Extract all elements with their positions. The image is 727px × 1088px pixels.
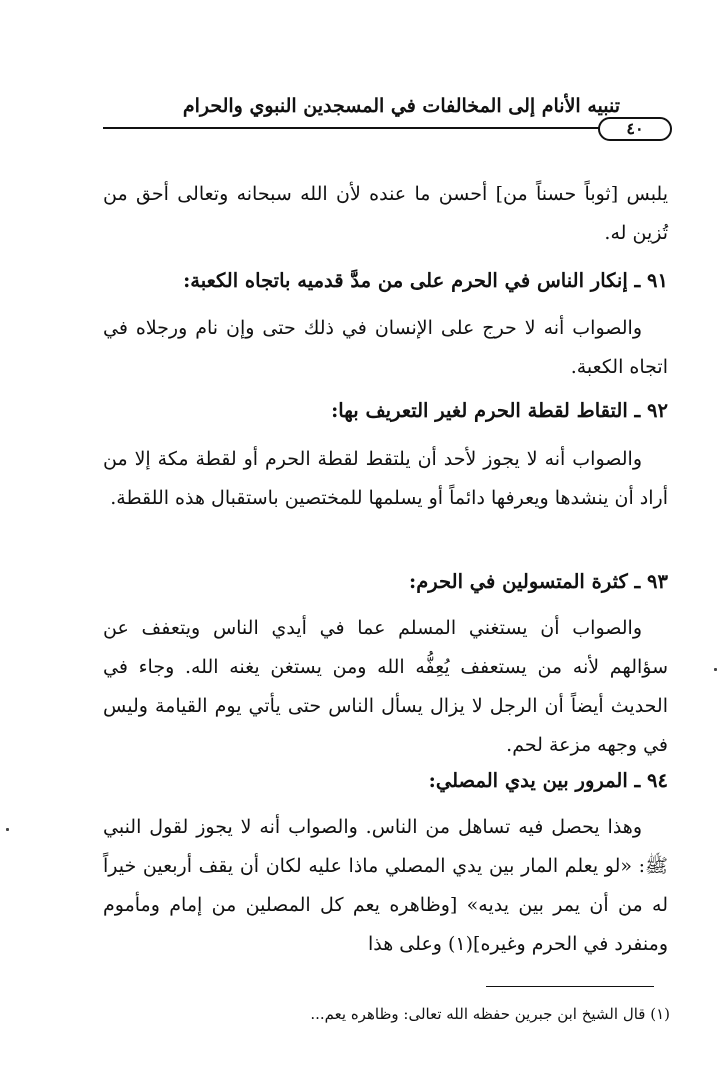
footnote: (١) قال الشيخ ابن جبرين حفظه الله تعالى: وظاهره يعم... xyxy=(310,1005,670,1023)
paragraph-93: والصواب أن يستغني المسلم عما في أيدي الناس ويتعفف عن سؤالهم لأنه من يستعفف يُعِفُّه الله ومن يستغن يغنه الله. وجاء في الحديث أيضاً أن الرجل لا يزال يسأل الناس حتى يأتي يوم القيامة وليس في وجهه مزعة لحم. xyxy=(103,617,668,756)
page-number: ٤٠ xyxy=(598,117,672,141)
section-heading-93: ٩٣ ـ كثرة المتسولين في الحرم: xyxy=(409,570,668,593)
section-heading-94: ٩٤ ـ المرور بين يدي المصلي: xyxy=(428,769,668,792)
running-header-title: تنبيه الأنام إلى المخالفات في المسجدين النبوي والحرام xyxy=(182,95,620,117)
header-rule xyxy=(103,127,668,129)
scan-speck xyxy=(714,668,717,671)
paragraph-continuation: يلبس [ثوباً حسناً من] أحسن ما عنده لأن الله سبحانه وتعالى أحق من تُزين له. xyxy=(103,183,668,244)
paragraph-91: والصواب أنه لا حرج على الإنسان في ذلك حتى وإن نام ورجلاه في اتجاه الكعبة. xyxy=(103,317,668,378)
paragraph-94: وهذا يحصل فيه تساهل من الناس. والصواب أنه لا يجوز لقول النبي ﷺ: «لو يعلم المار بين يدي المصلي ماذا عليه لكان أن يقف أربعين خيراً له من أن يمر بين يديه» [وظاهره يعم كل المصلين من إمام ومأموم ومنفرد في الحرم وغيره](١) وعلى هذا xyxy=(103,816,668,955)
paragraph-92: والصواب أنه لا يجوز لأحد أن يلتقط لقطة الحرم أو لقطة مكة إلا من أراد أن ينشدها ويعرفها دائماً أو يسلمها للمختصين باستقبال هذه اللقطة. xyxy=(103,448,668,509)
scan-speck xyxy=(6,828,9,831)
section-heading-91: ٩١ ـ إنكار الناس في الحرم على من مدَّ قدميه باتجاه الكعبة: xyxy=(183,269,668,292)
section-heading-92: ٩٢ ـ التقاط لقطة الحرم لغير التعريف بها: xyxy=(331,399,668,422)
footnote-rule xyxy=(486,986,654,987)
